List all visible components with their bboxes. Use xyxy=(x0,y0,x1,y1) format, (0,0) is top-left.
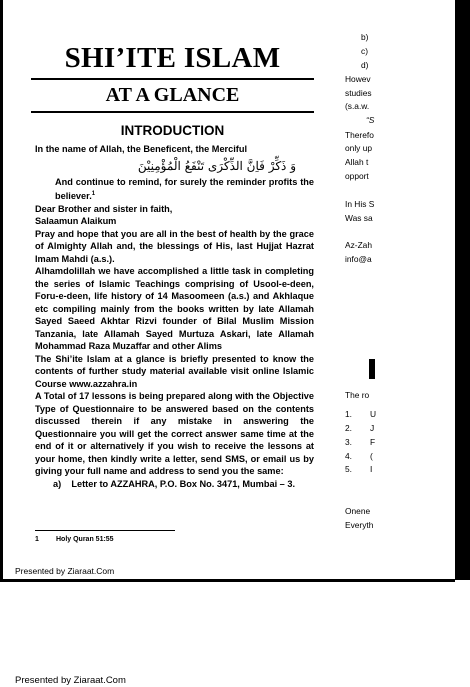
right-item-5: I xyxy=(370,464,373,474)
right-heading-fragment xyxy=(369,359,375,379)
right-line-only: only up xyxy=(345,143,373,153)
footnote xyxy=(35,536,114,543)
footnote-number: 1 xyxy=(35,536,39,543)
right-line-wassa: Was sa xyxy=(345,213,373,223)
paragraph-4: A Total of 17 lessons is being prepared along with the Objective Type of Questionnaire to be answered based on the contents discussed therein if any mistake in answering the Questionnaire you will get the correct answer same time at the end of it or alternatively if you wish to receive the lessons at your home, then kindly write a letter, send SMS, or email us by giving your full name and address to send you the same: xyxy=(35,391,314,477)
page-right-edge xyxy=(455,0,470,580)
right-num-5: 5. xyxy=(345,464,352,474)
right-line-oppor: opport xyxy=(345,171,369,181)
page-border-bottom xyxy=(0,579,455,582)
right-line-onene: Onene xyxy=(345,506,371,516)
footnote-text: Holy Quran 51:55 xyxy=(56,536,114,543)
right-num-1: 1. xyxy=(345,409,352,419)
right-line-everyth: Everyth xyxy=(345,520,374,530)
paragraph-2: Alhamdolillah we have accomplished a little task in completing the series of Islamic Teachings comprising of Usool-e-deen, Foru-e-deen, life history of 14 Masoomeen (a.s.) and Akhlaque etc compiling mainly from the books written by late Allamah Sayed Saeed Akhtar Rizvi founder of Bilal Muslim Mission Tanzania, late Allamah Sayed Murtuza Askari, late Allamah Mohammad Raza Muzaffar and other Alims xyxy=(35,266,314,352)
verse-translation xyxy=(55,176,314,203)
page-border-left xyxy=(0,0,3,580)
presented-by-footer: Presented by Ziaraat.Com xyxy=(15,675,126,686)
right-line-studies: studies xyxy=(345,88,372,98)
paragraph-1: Pray and hope that you are all in the best of health by the grace of Almighty Allah and, the blessings of His, last Hujjat Hazrat Imam Mahdi (a.s.). xyxy=(35,228,314,264)
right-num-4: 4. xyxy=(345,451,352,461)
right-item-2: J xyxy=(370,423,375,433)
title-rule-top xyxy=(31,78,314,80)
right-line-c: c) xyxy=(361,46,368,56)
right-line-inhis: In His S xyxy=(345,199,375,209)
letter-item xyxy=(53,478,314,491)
verse-text: And continue to remind, for surely the reminder profits the believer. xyxy=(55,176,314,202)
right-item-4: ( xyxy=(370,451,373,461)
letter-item-marker: a) xyxy=(53,478,62,489)
presented-by-page: Presented by Ziaraat.Com xyxy=(15,566,115,576)
salutation: Dear Brother and sister in faith, xyxy=(35,203,173,214)
right-line-allah: Allah t xyxy=(345,157,369,167)
right-line-info: info@a xyxy=(345,254,372,264)
right-line-b: b) xyxy=(361,32,369,42)
right-line-saw: (s.a.w. xyxy=(345,101,370,111)
letter-item-text: Letter to AZZAHRA, P.O. Box No. 3471, Mumbai – 3. xyxy=(71,478,295,489)
opening-line: In the name of Allah, the Beneficent, the Merciful xyxy=(35,144,248,154)
right-num-2: 2. xyxy=(345,423,352,433)
document-subtitle: AT A GLANCE xyxy=(105,84,240,106)
right-item-3: F xyxy=(370,437,376,447)
right-line-azzah: Az-Zah xyxy=(345,240,372,250)
right-line-quote: “S xyxy=(366,115,375,125)
footnote-rule xyxy=(35,530,175,531)
title-rule-bottom xyxy=(31,111,314,113)
right-line-therefore: Therefo xyxy=(345,130,374,140)
arabic-verse: وَ ذَكِّرْ فَاِنَّ الذِّكْرَى تَنْفَعُ الْمُؤْمِنِيْنَ xyxy=(137,158,296,173)
right-line-d: d) xyxy=(361,60,369,70)
greeting: Salaamun Alaikum xyxy=(35,216,117,227)
right-num-3: 3. xyxy=(345,437,352,447)
intro-body xyxy=(35,143,314,490)
right-item-1: U xyxy=(370,409,377,419)
document-title: SHI’ITE ISLAM xyxy=(64,42,281,74)
right-line-however: Howev xyxy=(345,74,371,84)
verse-footnote-ref: 1 xyxy=(91,191,96,197)
intro-heading: INTRODUCTION xyxy=(120,123,225,138)
paragraph-3: The Shi’ite Islam at a glance is briefly presented to know the contents of further study material available visit online Islamic Course www.azzahra.in xyxy=(35,353,314,389)
right-line-theroo: The ro xyxy=(345,390,370,400)
